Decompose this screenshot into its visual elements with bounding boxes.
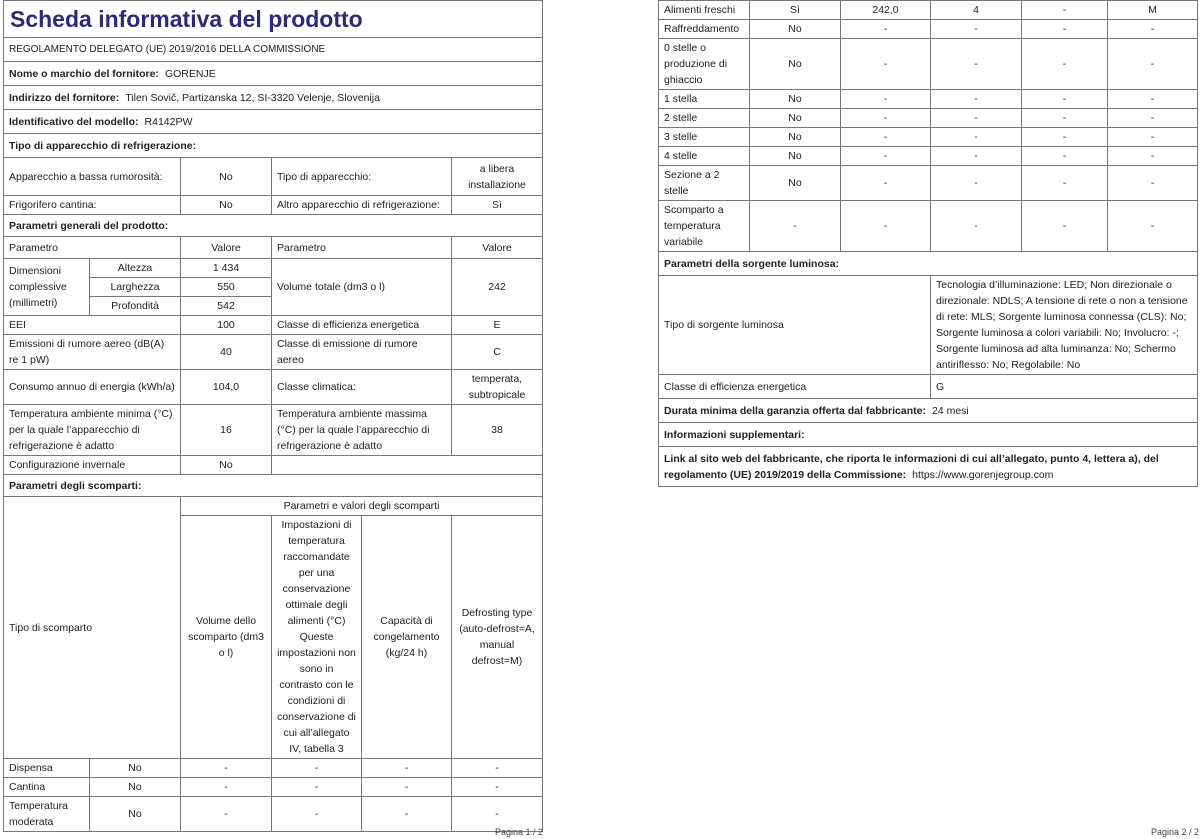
regulation-line: REGOLAMENTO DELEGATO (UE) 2019/2016 DELLA COMMISSIONE [4,38,543,62]
appliance-type-label: Tipo di apparecchio: [272,158,452,196]
compartment-temp: 4 [931,1,1022,20]
compartment-name: Cantina [4,778,90,797]
manufacturer-link[interactable]: https://www.gorenjegroup.com [912,468,1054,481]
annual-energy-value: 104,0 [181,370,272,405]
table-row [4,797,543,832]
table-row [659,90,1198,109]
compartment-temp: - [931,147,1022,166]
compartment-present: No [750,20,841,39]
compartment-present: Sì [750,1,841,20]
compartment-volume: - [841,128,931,147]
product-info-table [3,0,543,832]
total-volume-value: 242 [452,259,543,316]
compartments-heading: Parametri degli scomparti: [4,475,543,497]
compartment-temp: - [931,109,1022,128]
compartment-temp: - [931,90,1022,109]
table-row [659,39,1198,90]
width-value: 550 [181,278,272,297]
col-temp-header: Impostazioni di temperatura raccomandate per una conservazione ottimale degli alimenti (°C) Queste impostazioni non sono in contrasto con le condizioni di conservazione di cui all’allegato IV, tabella 3 [272,516,362,759]
low-noise-value: No [181,158,272,196]
compartment-name: 0 stelle o produzione di ghiaccio [659,39,750,90]
max-temp-label: Temperatura ambiente massima (°C) per la quale l’apparecchio di refrigerazione è adatto [272,405,452,456]
page-2 [658,0,1197,487]
width-label: Larghezza [90,278,181,297]
energy-class-value: E [452,316,543,335]
compartment-freezing: - [1022,201,1108,252]
compartment-temp: - [272,797,362,832]
compartment-freezing: - [1022,39,1108,90]
noise-emission-value: 40 [181,335,272,370]
table-row [659,147,1198,166]
total-volume-label: Volume totale (dm3 o l) [272,259,452,316]
compartment-volume: - [841,39,931,90]
compartment-volume: - [841,147,931,166]
other-appliance-label: Altro apparecchio di refrigerazione: [272,196,452,215]
compartment-present: No [750,128,841,147]
compartment-freezing: - [1022,90,1108,109]
compartment-defrost: - [1108,109,1198,128]
compartment-present: No [750,90,841,109]
noise-class-label: Classe di emissione di rumore aereo [272,335,452,370]
warranty-label: Durata minima della garanzia offerta dal fabbricante: [664,404,926,417]
dimensions-label: Dimensioni complessive (millimetri) [4,259,90,316]
compartment-freezing: - [1022,20,1108,39]
supplier-address-label: Indirizzo del fornitore: [9,91,120,104]
compartment-present: No [90,778,181,797]
light-source-heading: Parametri della sorgente luminosa: [659,252,1198,276]
col-defrost-header: Defrosting type (auto-defrost=A, manual defrost=M) [452,516,543,759]
compartment-name: 3 stelle [659,128,750,147]
compartments-continued-table [658,0,1198,487]
compartment-defrost: - [1108,90,1198,109]
compartment-volume: - [181,797,272,832]
light-energy-class-value: G [931,375,1198,399]
compartment-temp: - [931,166,1022,201]
eei-label: EEI [4,316,181,335]
model-id-label: Identificativo del modello: [9,115,139,128]
height-value: 1 434 [181,259,272,278]
compartment-temp: - [272,778,362,797]
warranty-value: 24 mesi [931,404,969,417]
compartment-volume: - [841,166,931,201]
col-volume-header: Volume dello scomparto (dm3 o l) [181,516,272,759]
min-temp-label: Temperatura ambiente minima (°C) per la quale l’apparecchio di refrigerazione è adatto [4,405,181,456]
compartment-volume: - [841,90,931,109]
table-row [659,1,1198,20]
compartment-present: No [750,166,841,201]
additional-info-heading: Informazioni supplementari: [659,423,1198,447]
climate-class-label: Classe climatica: [272,370,452,405]
manufacturer-link-label: Link al sito web del fabbricante, che riporta le informazioni di cui all’allegato, punto 4, lettera a), del regolamento (UE) 2019/2019 della Commissione: [664,452,1159,481]
supplier-name: GORENJE [164,67,216,80]
model-id: R4142PW [144,115,193,128]
energy-class-label: Classe di efficienza energetica [272,316,452,335]
param-header-left: Parametro [4,237,181,259]
compartment-volume: - [181,759,272,778]
low-noise-label: Apparecchio a bassa rumorosità: [4,158,181,196]
compartment-present: No [750,39,841,90]
compartment-temp: - [931,201,1022,252]
page-1 [3,0,542,832]
table-row [659,201,1198,252]
compartment-temp: - [272,759,362,778]
compartment-defrost: - [1108,39,1198,90]
table-row [4,778,543,797]
compartment-name: Dispensa [4,759,90,778]
compartment-defrost: - [1108,166,1198,201]
page-1-footer: Pagina 1 / 2 [495,827,544,837]
compartment-name: Raffreddamento [659,20,750,39]
compartment-defrost: - [452,797,543,832]
table-row [659,128,1198,147]
compartment-name: 1 stella [659,90,750,109]
winter-label: Configurazione invernale [4,456,181,475]
compartment-freezing: - [1022,147,1108,166]
compartment-name: Alimenti freschi [659,1,750,20]
compartment-freezing: - [1022,109,1108,128]
compartment-present: - [750,201,841,252]
light-type-label: Tipo di sorgente luminosa [659,276,931,375]
climate-class-value: temperata, subtropicale [452,370,543,405]
compartment-freezing: - [1022,166,1108,201]
table-row [4,759,543,778]
depth-label: Profondità [90,297,181,316]
compartment-defrost: - [1108,147,1198,166]
depth-value: 542 [181,297,272,316]
noise-class-value: C [452,335,543,370]
compartment-temp: - [931,39,1022,90]
col-freezing-header: Capacità di congelamento (kg/24 h) [362,516,452,759]
compartment-volume: - [841,20,931,39]
compartment-defrost: M [1108,1,1198,20]
compartment-volume: 242,0 [841,1,931,20]
table-row [659,109,1198,128]
page-2-footer: Pagina 2 / 2 [1151,827,1200,837]
compartment-volume: - [841,109,931,128]
param-header-right: Parametro [272,237,452,259]
compartment-present: No [90,797,181,832]
winter-value: No [181,456,272,475]
compartment-temp: - [931,128,1022,147]
wine-cooler-label: Frigorifero cantina: [4,196,181,215]
noise-emission-label: Emissioni di rumore aereo (dB(A) re 1 pW) [4,335,181,370]
compartment-name: 2 stelle [659,109,750,128]
compartment-present: No [750,109,841,128]
appliance-type-heading: Tipo di apparecchio di refrigerazione: [4,134,543,158]
compartment-freezing: - [362,797,452,832]
compartment-freezing: - [362,778,452,797]
compartment-freezing: - [1022,1,1108,20]
eei-value: 100 [181,316,272,335]
compartment-freezing: - [362,759,452,778]
annual-energy-label: Consumo annuo di energia (kWh/a) [4,370,181,405]
wine-cooler-value: No [181,196,272,215]
compartment-present: No [750,147,841,166]
compartment-volume: - [181,778,272,797]
compartment-name: Scomparto a temperatura variabile [659,201,750,252]
compartment-type-label: Tipo di scomparto [4,497,181,759]
compartment-name: 4 stelle [659,147,750,166]
compartment-defrost: - [1108,128,1198,147]
table-row [659,20,1198,39]
page-title: Scheda informativa del prodotto [4,1,543,38]
compartment-defrost: - [452,778,543,797]
light-energy-class-label: Classe di efficienza energetica [659,375,931,399]
general-params-heading: Parametri generali del prodotto: [4,215,543,237]
value-header-left: Valore [181,237,272,259]
min-temp-value: 16 [181,405,272,456]
compartment-defrost: - [1108,201,1198,252]
appliance-type-value: a libera installazione [452,158,543,196]
compartment-volume: - [841,201,931,252]
height-label: Altezza [90,259,181,278]
compartment-freezing: - [1022,128,1108,147]
supplier-name-label: Nome o marchio del fornitore: [9,67,159,80]
compartment-name: Sezione a 2 stelle [659,166,750,201]
max-temp-value: 38 [452,405,543,456]
value-header-right: Valore [452,237,543,259]
compartment-name: Temperatura moderata [4,797,90,832]
compartment-defrost: - [452,759,543,778]
light-type-value: Tecnologia d’illuminazione: LED; Non direzionale o direzionale: NDLS; A tensione di rete o non a tensione di rete: MLS; Sorgente luminosa connessa (CLS): No; Sorgente luminosa a colori variabili: No; Involucro: -; Sorgente luminosa ad alta luminanza: No; Schermo antiriflesso: No; Regolabile: No [931,276,1198,375]
supplier-address: Tilen Sovič, Partizanska 12, SI-3320 Velenje, Slovenija [125,91,380,104]
compartment-present: No [90,759,181,778]
compartment-defrost: - [1108,20,1198,39]
other-appliance-value: Sì [452,196,543,215]
table-row [659,166,1198,201]
compartment-temp: - [931,20,1022,39]
compartment-params-label: Parametri e valori degli scomparti [181,497,543,516]
